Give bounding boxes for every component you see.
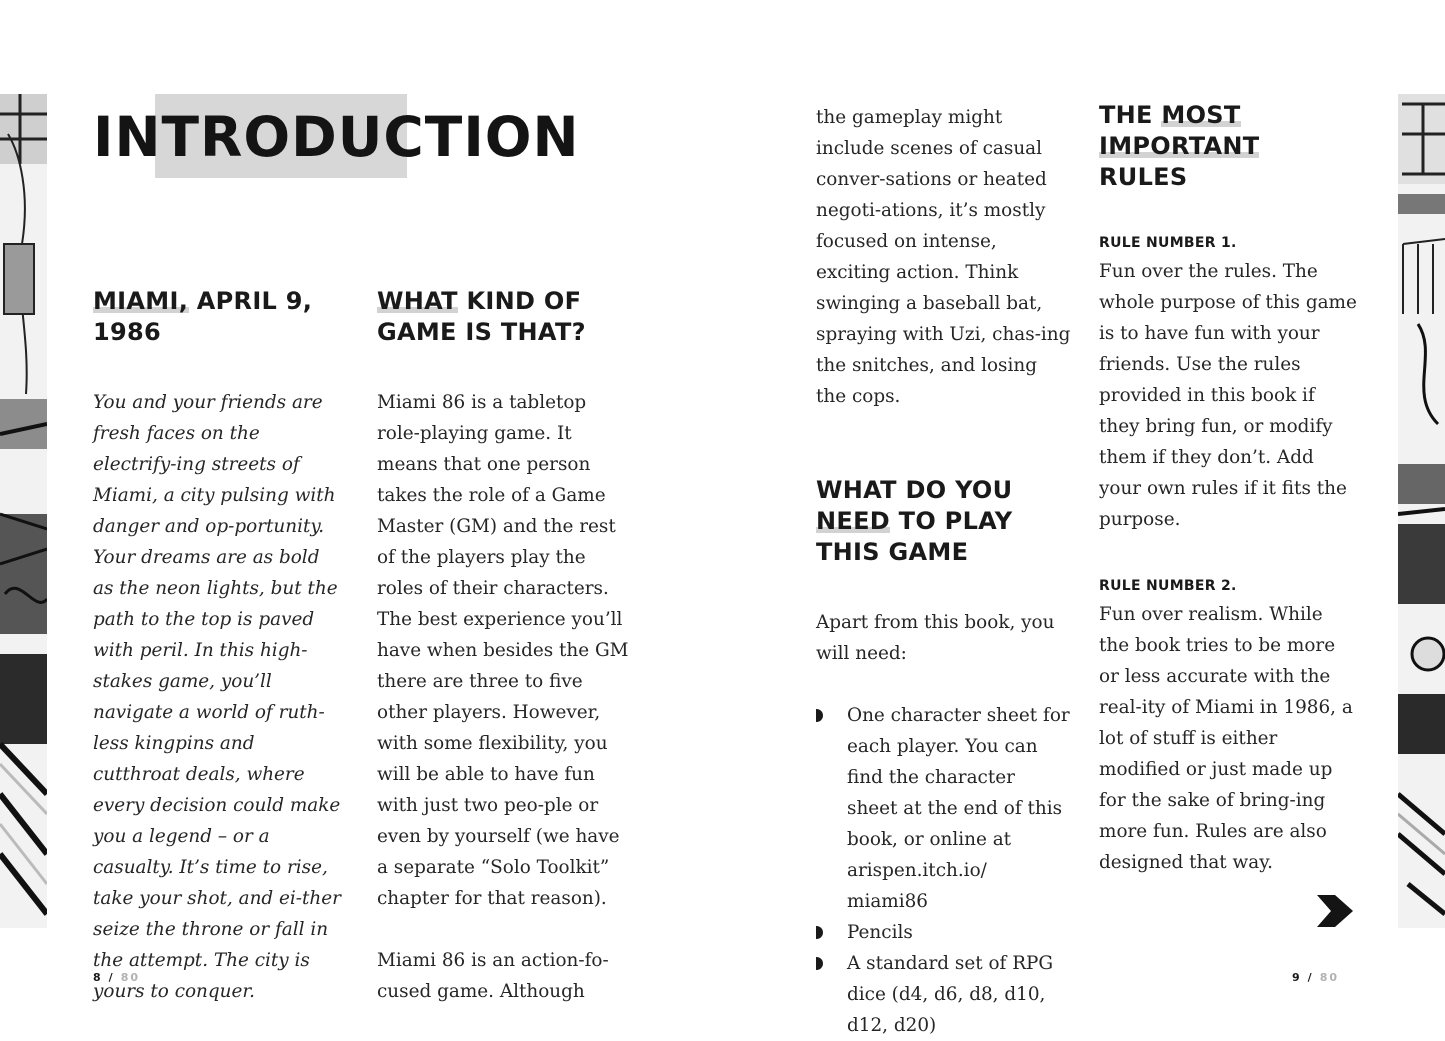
heading-highlight-word: MOST bbox=[1161, 101, 1241, 129]
comic-illustration-icon bbox=[0, 94, 47, 928]
comic-illustration-icon bbox=[1398, 94, 1445, 928]
rule-1-label: RULE NUMBER 1. bbox=[1099, 235, 1237, 251]
half-circle-bullet-icon bbox=[816, 926, 823, 939]
section-heading-what-you-need: WHAT DO YOU NEED TO PLAY THIS GAME bbox=[816, 476, 1013, 566]
rule-1-text: Fun over the rules. The whole purpose of this game is to have fun with your friends. Use the rules provided in this book if they bring fun, or modify them if they don’t. Add your own rules if it fits the purpose. bbox=[1099, 261, 1357, 530]
next-arrow-icon[interactable] bbox=[1317, 893, 1354, 929]
section-heading-game-kind: WHAT KIND OF GAME IS THAT? bbox=[377, 287, 586, 346]
section-heading-miami: MIAMI, APRIL 9, 1986 bbox=[93, 287, 313, 346]
section-heading-important-rules: THE MOST IMPORTANT RULES bbox=[1099, 101, 1260, 191]
half-circle-bullet-icon bbox=[816, 957, 823, 970]
heading-highlight-word: IMPORTANT bbox=[1099, 132, 1260, 160]
needs-list bbox=[816, 700, 1071, 1041]
page-number-left: 8 / 80 bbox=[93, 971, 140, 984]
section-game-kind bbox=[377, 286, 629, 1007]
right-column-2 bbox=[1099, 100, 1357, 878]
right-illustration-strip bbox=[1398, 94, 1445, 928]
half-circle-bullet-icon bbox=[816, 709, 823, 722]
page-title: INTRODUCTION bbox=[93, 105, 580, 169]
needs-intro: Apart from this book, you will need: bbox=[816, 612, 1055, 664]
heading-highlight-word: WHAT bbox=[377, 287, 458, 315]
page-number-right: 9 / 80 bbox=[1292, 971, 1339, 984]
list-item: One character sheet for each player. You can find the character sheet at the end of this book, or online at arispen.itch.io/ miami86 bbox=[816, 700, 1071, 917]
rule-2-label: RULE NUMBER 2. bbox=[1099, 578, 1237, 594]
intro-paragraph: You and your friends are fresh faces on the electrify-ing streets of Miami, a city pulsing with danger and op-portunity. Your dreams are as bold as the neon lights, but the path to the top is paved with peril. In this high-stakes game, you’ll navigate a world of ruth-less kingpins and cutthroat deals, where every decision could make you a legend – or a casualty. It’s time to rise, take your shot, and ei-ther seize the throne or fall in the attempt. The city is yours to conquer. bbox=[93, 392, 341, 1002]
left-illustration-strip bbox=[0, 94, 47, 928]
list-item: A standard set of RPG dice (d4, d6, d8, d10, d12, d20) bbox=[816, 948, 1071, 1041]
rule-2-text: Fun over realism. While the book tries to be more or less accurate with the real-ity of Miami in 1986, a lot of stuff is either modified or just made up for the sake of bring-ing more fun. Rules are also designed that way. bbox=[1099, 604, 1353, 873]
game-kind-paragraph-2: Miami 86 is an action-fo-cused game. Although bbox=[377, 950, 609, 1002]
right-column-1 bbox=[816, 102, 1071, 1041]
heading-highlight-word: NEED bbox=[816, 507, 890, 535]
section-miami bbox=[93, 286, 345, 1007]
list-item: Pencils bbox=[816, 917, 1071, 948]
continued-paragraph: the gameplay might include scenes of casual conver-sations or heated negoti-ations, it’s mostly focused on intense, exciting action. Think swinging a baseball bat, spraying with Uzi, chas-ing the snitches, and losing the cops. bbox=[816, 107, 1071, 407]
game-kind-paragraph-1: Miami 86 is a tabletop role-playing game. It means that one person takes the role of a Game Master (GM) and the rest of the players play the roles of their characters. The best experience you’ll have when besides the GM there are three to five other players. However, with some flexibility, you will be able to have fun with just two peo-ple or even by yourself (we have a separate “Solo Toolkit” chapter for that reason). bbox=[377, 392, 629, 909]
